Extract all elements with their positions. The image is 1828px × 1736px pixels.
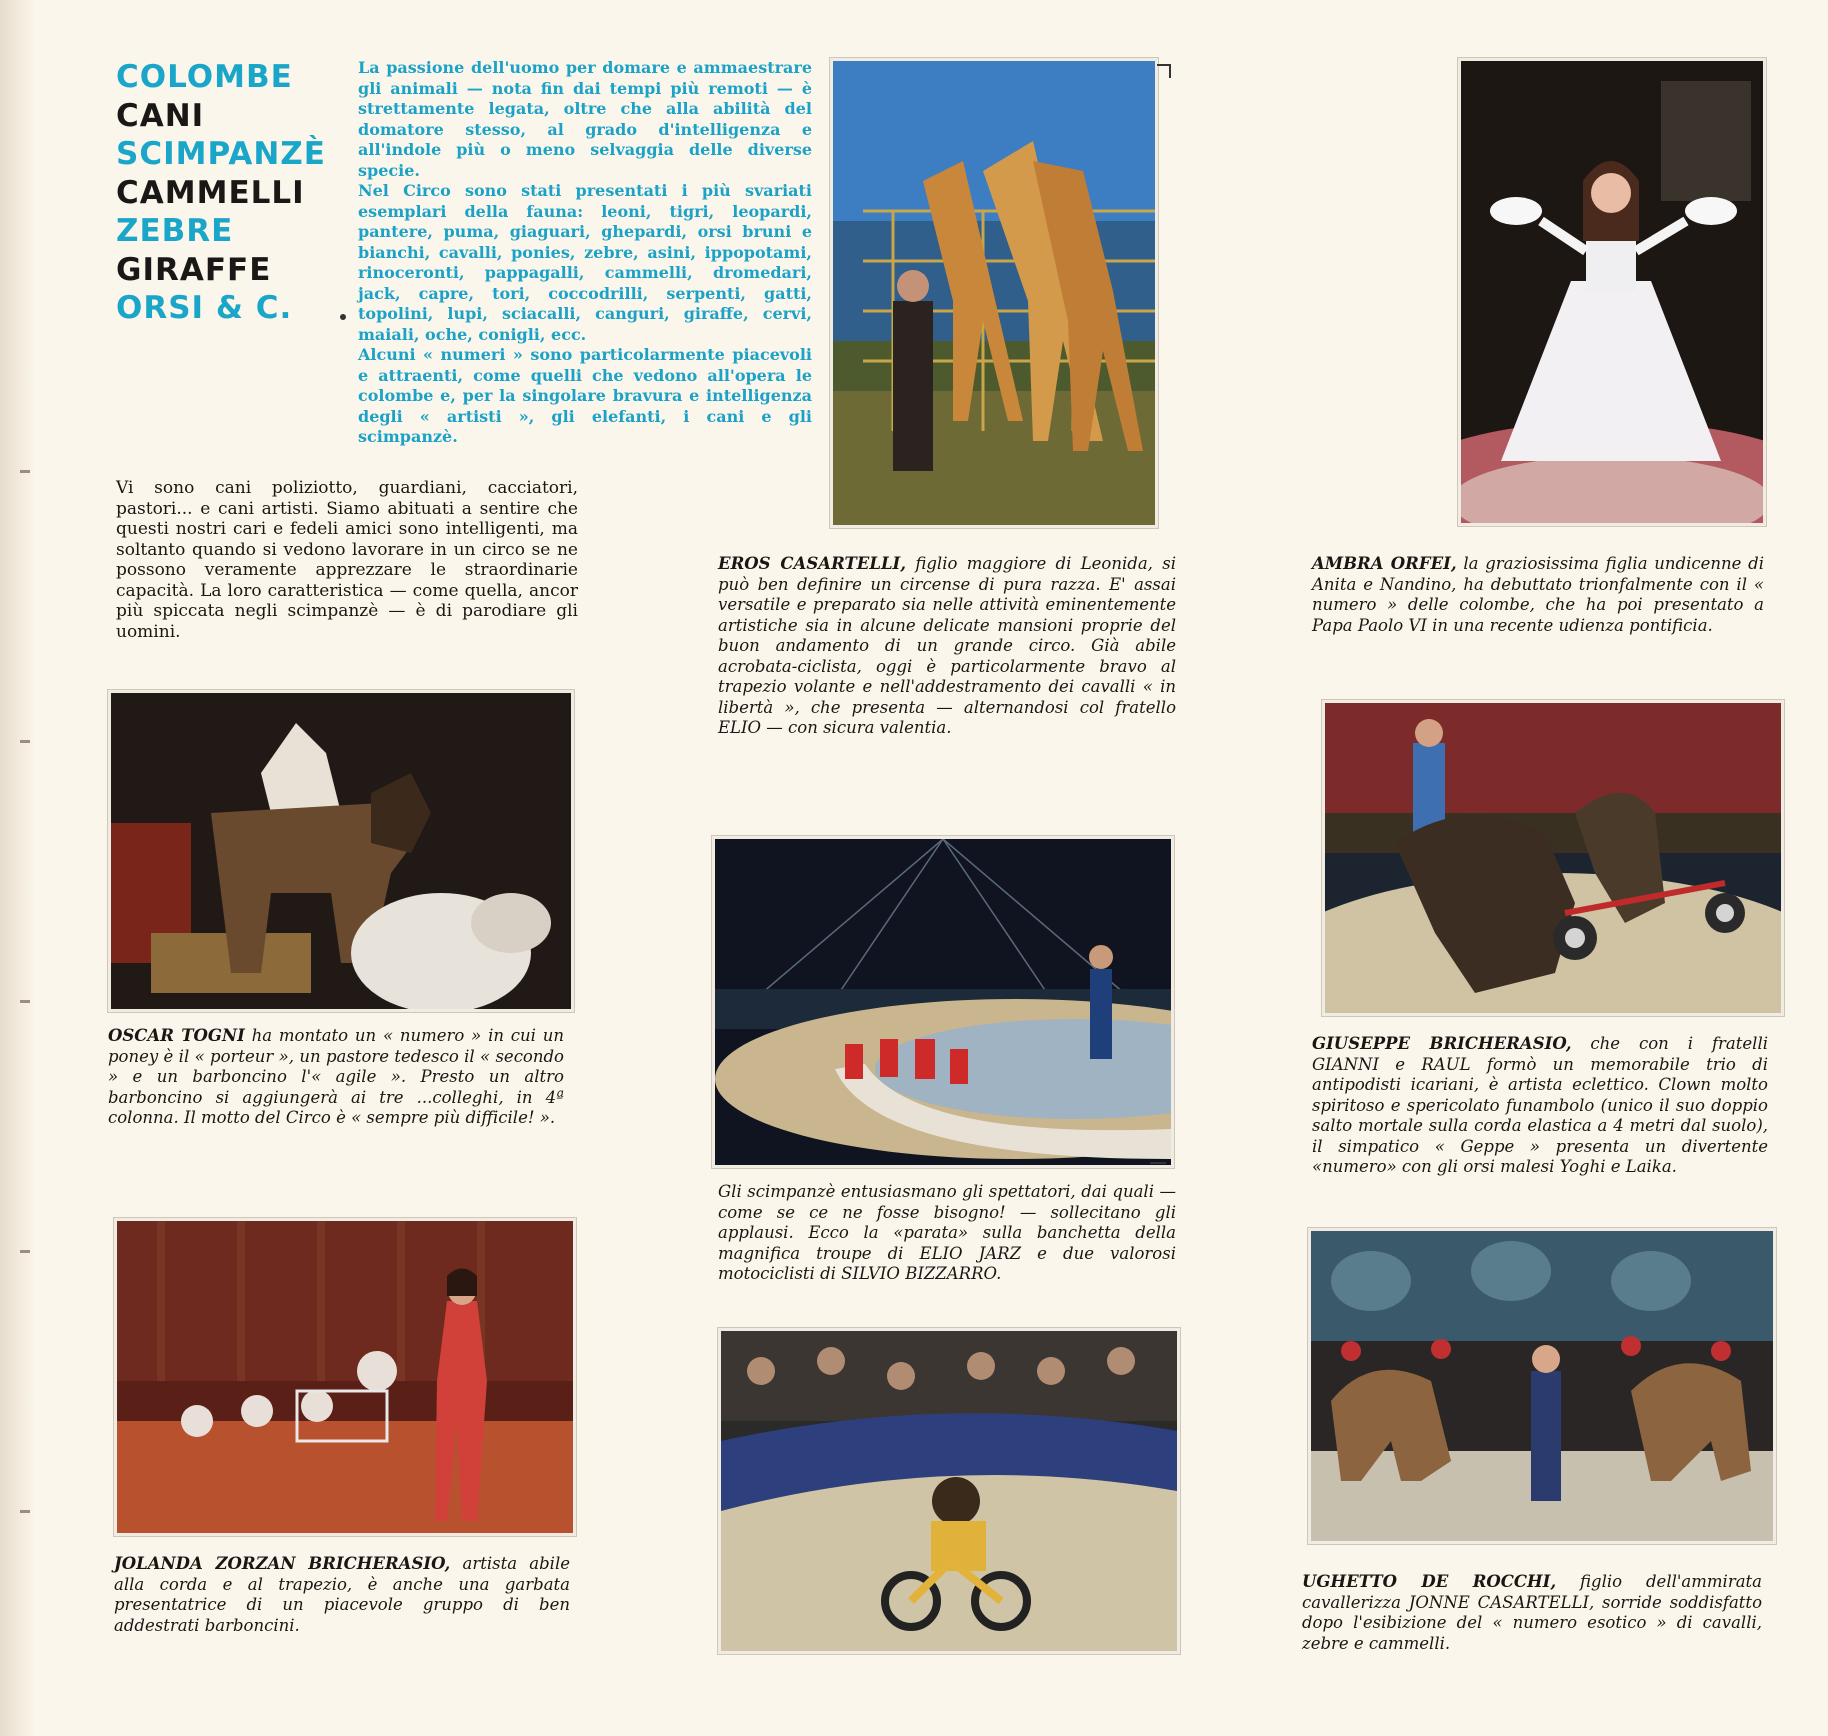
intro-paragraph: La passione dell'uomo per domare e ammaestrare gli animali — nota fin dai tempi più remoti — è strettamente legata, oltre che alla abilità del domatore stesso, al grado d'intelligenza e all'indole più o meno selvaggia delle diverse specie. — [358, 58, 812, 180]
dogs-paragraph: Vi sono cani poliziotto, guardiani, cacciatori, pastori... e cani artisti. Siamo abituati a sentire che questi nostri cari e fedeli amici sono intelligenti, ma soltanto quando si vedono lavorare in un circo se ne possono veramente apprezzare le straordinarie capacità. La loro caratteristica — come quella, ancor più spiccata negli scimpanzè — è di parodiare gli uomini. — [116, 478, 578, 642]
caption-name: UGHETTO DE ROCCHI, — [1302, 1572, 1557, 1591]
photo-bears — [1322, 700, 1784, 1016]
caption-text: la graziosissima figlia undicenne di Anita e Nandino, ha debuttato trionfalmente con il « numero » delle colombe, che ha poi presentato a Papa Paolo VI in una recente udienza pontificia. — [1312, 554, 1764, 635]
intro-paragraph: Nel Circo sono stati presentati i più svariati esemplari della fauna: leoni, tigri, leopardi, pantere, puma, giaguari, ghepardi, orsi bruni e bianchi, cavalli, ponies, zebre, asini, ippopotami, rinoceronti, pappagalli, cammelli, dromedari, jack, capre, tori, coccodrilli, serpenti, gatti, topolini, lupi, sciacalli, canguri, giraffe, cervi, maiali, oche, conigli, ecc. — [358, 181, 812, 344]
caption-text: che con i fratelli GIANNI e RAUL formò un memorabile trio di antipodisti icariani, è artista eclettico. Clown molto spiritoso e spericolato funambolo (unico il suo doppio salto mortale sulla corda elastica a 4 metri dal suolo), il simpatico « Geppe » presenta un divertente «numero» con gli orsi malesi Yoghi e Laika. — [1312, 1034, 1768, 1176]
title-cammelli: CAMMELLI — [116, 174, 305, 211]
title-giraffe: GIRAFFE — [116, 251, 272, 288]
intro-text — [358, 58, 812, 448]
caption-name: GIUSEPPE BRICHERASIO, — [1312, 1034, 1572, 1053]
page-gutter — [0, 0, 36, 1736]
photo-doves — [1458, 58, 1766, 526]
caption-ughetto — [1302, 1572, 1762, 1654]
caption-giuseppe — [1312, 1034, 1768, 1178]
animal-title-list — [116, 58, 326, 328]
caption-text: Gli scimpanzè entusiasmano gli spettatori, dai quali — come se ce ne fosse bisogno! — sollecitano gli applausi. Ecco la «parata» sulla banchetta della magnifica troupe di ELIO JARZ e due valorosi motociclisti di SILVIO BIZZARRO. — [718, 1182, 1176, 1283]
intro-paragraph: Alcuni « numeri » sono particolarmente piacevoli e attraenti, come quelli che vedono all'opera le colombe e, per la singolare bravura e intelligenza degli « artisti », gli elefanti, i cani e gli scimpanzè. — [358, 345, 812, 446]
caption-text: figlio dell'ammirata cavallerizza JONNE CASARTELLI, sorride soddisfatto dopo l'esibizione del « numero esotico » di cavalli, zebre e cammelli. — [1302, 1572, 1763, 1653]
dash-mark — [1150, 1162, 1166, 1164]
title-zebre: ZEBRE — [116, 213, 234, 249]
caption-scimpanze — [718, 1182, 1176, 1285]
caption-eros — [718, 554, 1176, 739]
photo-chimps-parade — [712, 836, 1174, 1168]
photo-poodles — [114, 1218, 576, 1536]
caption-jolanda — [114, 1554, 570, 1636]
bullet-mark — [340, 314, 346, 320]
caption-text: ha montato un « numero » in cui un poney è il « porteur », un pastore tedesco il « secondo » e un barboncino l'« agile ». Presto un altro barboncino si aggiungerà ai tre ...colleghi, in 4ª colonna. Il motto del Circo è « sempre più difficile! ». — [108, 1026, 564, 1127]
caption-text: artista abile alla corda e al trapezio, è anche una garbata presentatrice di un piacevole gruppo di ben addestrati barboncini. — [114, 1554, 570, 1635]
caption-text: figlio maggiore di Leonida, si può ben definire un circense di pura razza. E' assai versatile e preparato sia nelle attività eminentemente artistiche sia in alcune delicate mansioni proprie del buon andamento di un grande circo. Già abile acrobata-ciclista, oggi è particolarmente bravo al trapezio volante e nell'addestramento dei cavalli « in libertà », che presenta — alternandosi col fratello ELIO — con sicura valentia. — [718, 554, 1176, 737]
caption-name: JOLANDA ZORZAN BRICHERASIO, — [114, 1554, 451, 1573]
caption-name: EROS CASARTELLI, — [718, 554, 907, 573]
title-cani: CANI — [116, 97, 205, 134]
caption-ambra — [1312, 554, 1764, 636]
caption-oscar — [108, 1026, 564, 1129]
photo-camels — [1308, 1228, 1776, 1544]
title-orsi: ORSI & C. — [116, 290, 293, 326]
title-colombe: COLOMBE — [116, 59, 293, 95]
corner-mark — [1157, 64, 1171, 78]
photo-giraffes — [830, 58, 1158, 528]
caption-name: OSCAR TOGNI — [108, 1026, 245, 1045]
title-scimpanze: SCIMPANZÈ — [116, 136, 326, 172]
caption-name: AMBRA ORFEI, — [1312, 554, 1457, 573]
photo-chimp-motorbike — [718, 1328, 1180, 1654]
photo-dogs-pony — [108, 690, 574, 1012]
